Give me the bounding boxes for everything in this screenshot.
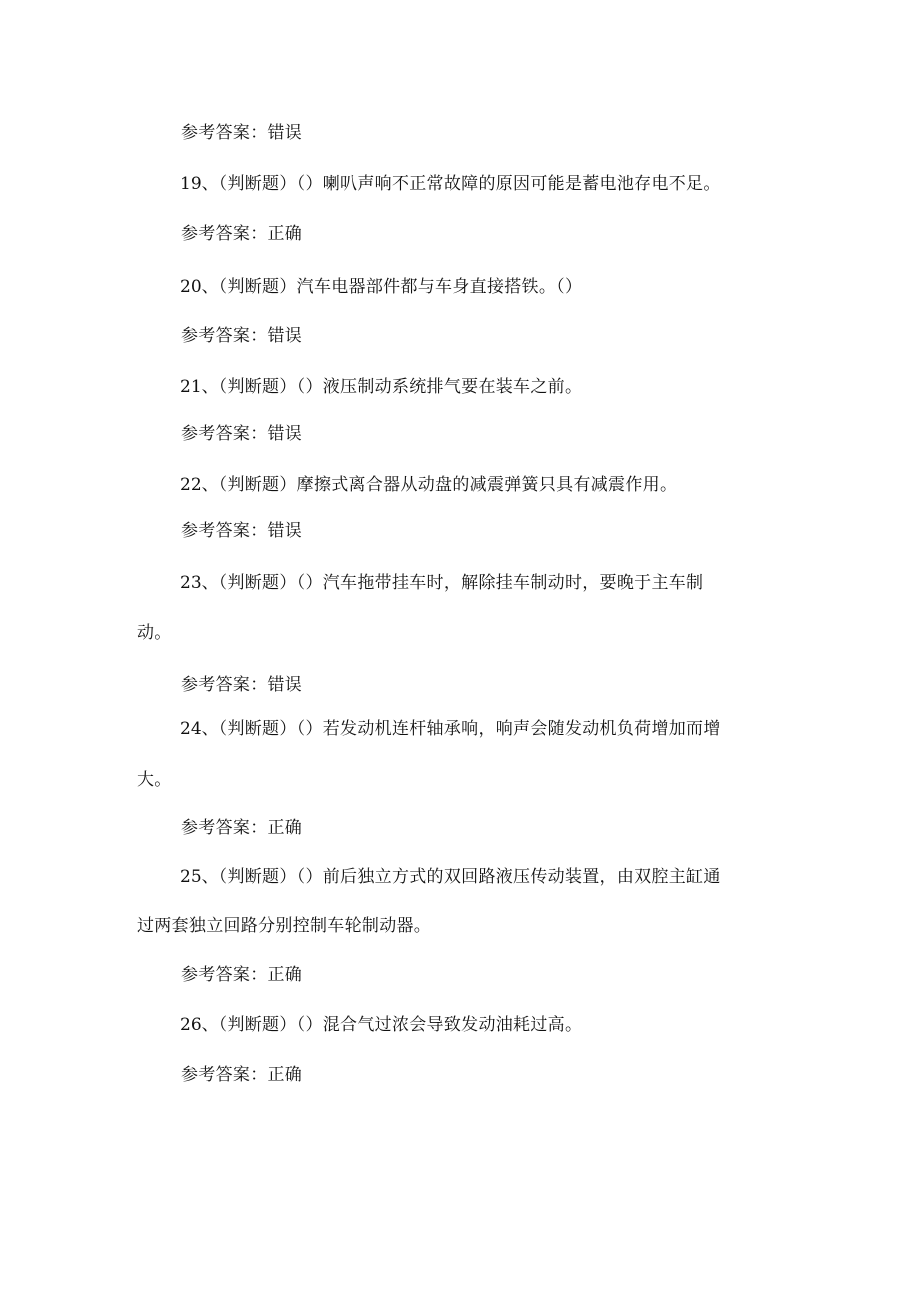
question-type: （判断题）	[218, 867, 297, 887]
answer-line	[181, 674, 302, 696]
question-type: （判断题）	[218, 277, 297, 297]
answer-line	[181, 223, 302, 245]
question-number: 23、	[180, 573, 219, 593]
question-continuation: 动。	[137, 623, 172, 643]
question-number: 24、	[180, 719, 219, 739]
question-number: 25、	[180, 867, 219, 887]
answer-prefix: 参考答案：	[181, 521, 268, 541]
answer-line	[181, 964, 302, 986]
answer-value: 错误	[267, 521, 303, 541]
answer-line	[181, 423, 302, 445]
question-type: （判断题）	[218, 1015, 297, 1035]
answer-prefix: 参考答案：	[181, 224, 268, 244]
question-22	[180, 474, 677, 496]
question-type: （判断题）	[218, 573, 297, 593]
answer-value: 正确	[267, 818, 303, 838]
answer-line	[181, 325, 302, 347]
question-text: （）液压制动系统排气要在装车之前。	[296, 377, 583, 397]
question-20	[180, 276, 582, 298]
question-24	[180, 718, 721, 740]
question-number: 20、	[180, 277, 219, 297]
question-26	[180, 1014, 582, 1036]
answer-line	[181, 1064, 302, 1086]
question-text: （）喇叭声响不正常故障的原因可能是蓄电池存电不足。	[296, 174, 721, 194]
question-number: 22、	[180, 475, 219, 495]
question-number: 26、	[180, 1015, 219, 1035]
question-number: 19、	[180, 174, 219, 194]
question-type: （判断题）	[218, 719, 297, 739]
question-type: （判断题）	[218, 174, 297, 194]
answer-value: 错误	[267, 675, 303, 695]
question-text: （）汽车拖带挂车时，解除挂车制动时，要晚于主车制	[296, 573, 704, 593]
answer-value: 错误	[267, 326, 303, 346]
answer-value: 错误	[267, 123, 303, 143]
answer-prefix: 参考答案：	[181, 965, 268, 985]
answer-value: 正确	[267, 224, 303, 244]
answer-prefix: 参考答案：	[181, 1065, 268, 1085]
question-25	[180, 866, 721, 888]
answer-value: 错误	[267, 424, 303, 444]
answer-prefix: 参考答案：	[181, 123, 268, 143]
answer-prefix: 参考答案：	[181, 326, 268, 346]
question-text: 汽车电器部件都与车身直接搭铁。（）	[296, 277, 583, 297]
question-text: （）前后独立方式的双回路液压传动装置，由双腔主缸通	[296, 867, 721, 887]
answer-value: 正确	[267, 965, 303, 985]
question-23	[180, 572, 703, 594]
answer-prefix: 参考答案：	[181, 424, 268, 444]
question-continuation: 过两套独立回路分别控制车轮制动器。	[137, 916, 432, 936]
question-type: （判断题）	[218, 377, 297, 397]
answer-line	[181, 817, 302, 839]
question-text: 摩擦式离合器从动盘的减震弹簧只具有减震作用。	[296, 475, 678, 495]
question-number: 21、	[180, 377, 219, 397]
question-type: （判断题）	[218, 475, 297, 495]
answer-line	[181, 122, 302, 144]
answer-prefix: 参考答案：	[181, 675, 268, 695]
answer-value: 正确	[267, 1065, 303, 1085]
question-text: （）混合气过浓会导致发动油耗过高。	[296, 1015, 583, 1035]
question-21	[180, 376, 582, 398]
question-19	[180, 173, 721, 195]
answer-prefix: 参考答案：	[181, 818, 268, 838]
question-continuation: 大。	[137, 770, 172, 790]
question-text: （）若发动机连杆轴承响，响声会随发动机负荷增加而增	[296, 719, 721, 739]
answer-line	[181, 520, 302, 542]
